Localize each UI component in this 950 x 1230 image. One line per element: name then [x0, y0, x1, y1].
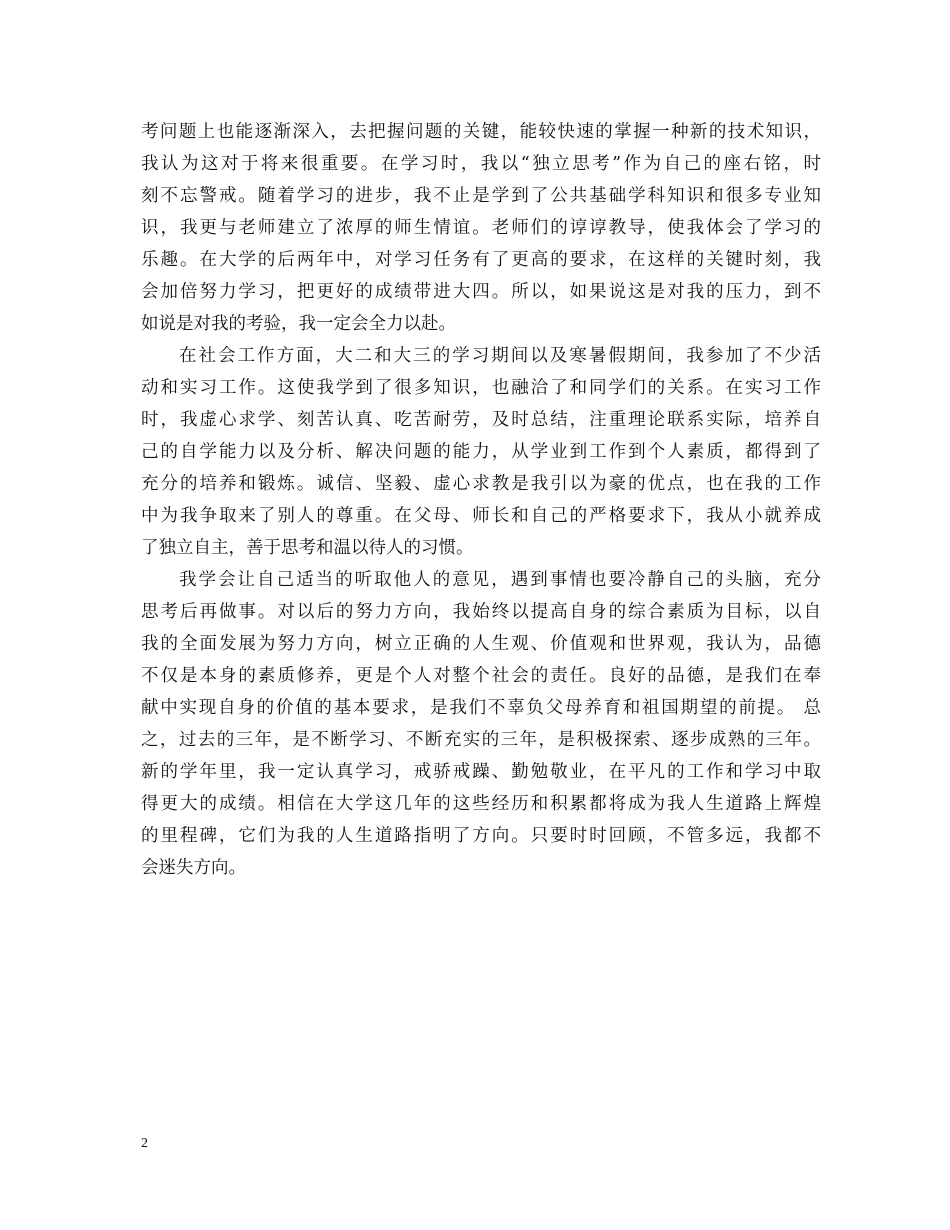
text-line: 我认为这对于将来很重要。在学习时，我以“独立思考”作为自己的座右铭，时 — [141, 154, 821, 174]
text-line: 我的全面发展为努力方向，树立正确的人生观、价值观和世界观，我认为，品德 — [141, 634, 821, 654]
text-line: 考问题上也能逐渐深入，去把握问题的关键，能较快速的掌握一种新的技术知识， — [141, 122, 821, 142]
text-line: 得更大的成绩。相信在大学这几年的这些经历和积累都将成为我人生道路上辉煌 — [141, 794, 821, 814]
text-line: 中为我争取来了别人的尊重。在父母、师长和自己的严格要求下，我从小就养成 — [141, 506, 821, 526]
text-line: 动和实习工作。这使我学到了很多知识，也融洽了和同学们的关系。在实习工作 — [141, 378, 821, 398]
body-text — [141, 116, 821, 884]
text-line: 识，我更与老师建立了浓厚的师生情谊。老师们的谆谆教导，使我体会了学习的 — [141, 218, 821, 238]
text-line: 的里程碑，它们为我的人生道路指明了方向。只要时时回顾，不管多远，我都不 — [141, 826, 821, 846]
paragraph-first-line: 在社会工作方面，大二和大三的学习期间以及寒暑假期间，我参加了不少活 — [179, 346, 821, 366]
text-line: 会加倍努力学习，把更好的成绩带进大四。所以，如果说这是对我的压力，到不 — [141, 282, 821, 302]
text-line: 己的自学能力以及分析、解决问题的能力，从学业到工作到个人素质，都得到了 — [141, 442, 821, 462]
text-line: 乐趣。在大学的后两年中，对学习任务有了更高的要求，在这样的关键时刻，我 — [141, 250, 821, 270]
text-line: 充分的培养和锻炼。诚信、坚毅、虚心求教是我引以为豪的优点，也在我的工作 — [141, 474, 821, 494]
text-line: 之，过去的三年，是不断学习、不断充实的三年，是积极探索、逐步成熟的三年。 — [141, 730, 821, 750]
text-line: 时，我虚心求学、刻苦认真、吃苦耐劳，及时总结，注重理论联系实际，培养自 — [141, 410, 821, 430]
text-line: 献中实现自身的价值的基本要求，是我们不辜负父母养育和祖国期望的前提。 总 — [141, 698, 821, 718]
text-line: 会迷失方向。 — [141, 858, 246, 878]
text-line: 思考后再做事。对以后的努力方向，我始终以提高自身的综合素质为目标，以自 — [141, 602, 821, 622]
page-number: 2 — [141, 1136, 148, 1151]
text-line: 不仅是本身的素质修养，更是个人对整个社会的责任。良好的品德，是我们在奉 — [141, 666, 821, 686]
text-line: 新的学年里，我一定认真学习，戒骄戒躁、勤勉敬业，在平凡的工作和学习中取 — [141, 762, 821, 782]
text-line: 刻不忘警戒。随着学习的进步，我不止是学到了公共基础学科知识和很多专业知 — [141, 186, 821, 206]
paragraph-first-line: 我学会让自己适当的听取他人的意见，遇到事情也要冷静自己的头脑，充分 — [179, 570, 821, 590]
text-line: 如说是对我的考验，我一定会全力以赴。 — [141, 314, 456, 334]
text-line: 了独立自主，善于思考和温以待人的习惯。 — [141, 538, 474, 558]
